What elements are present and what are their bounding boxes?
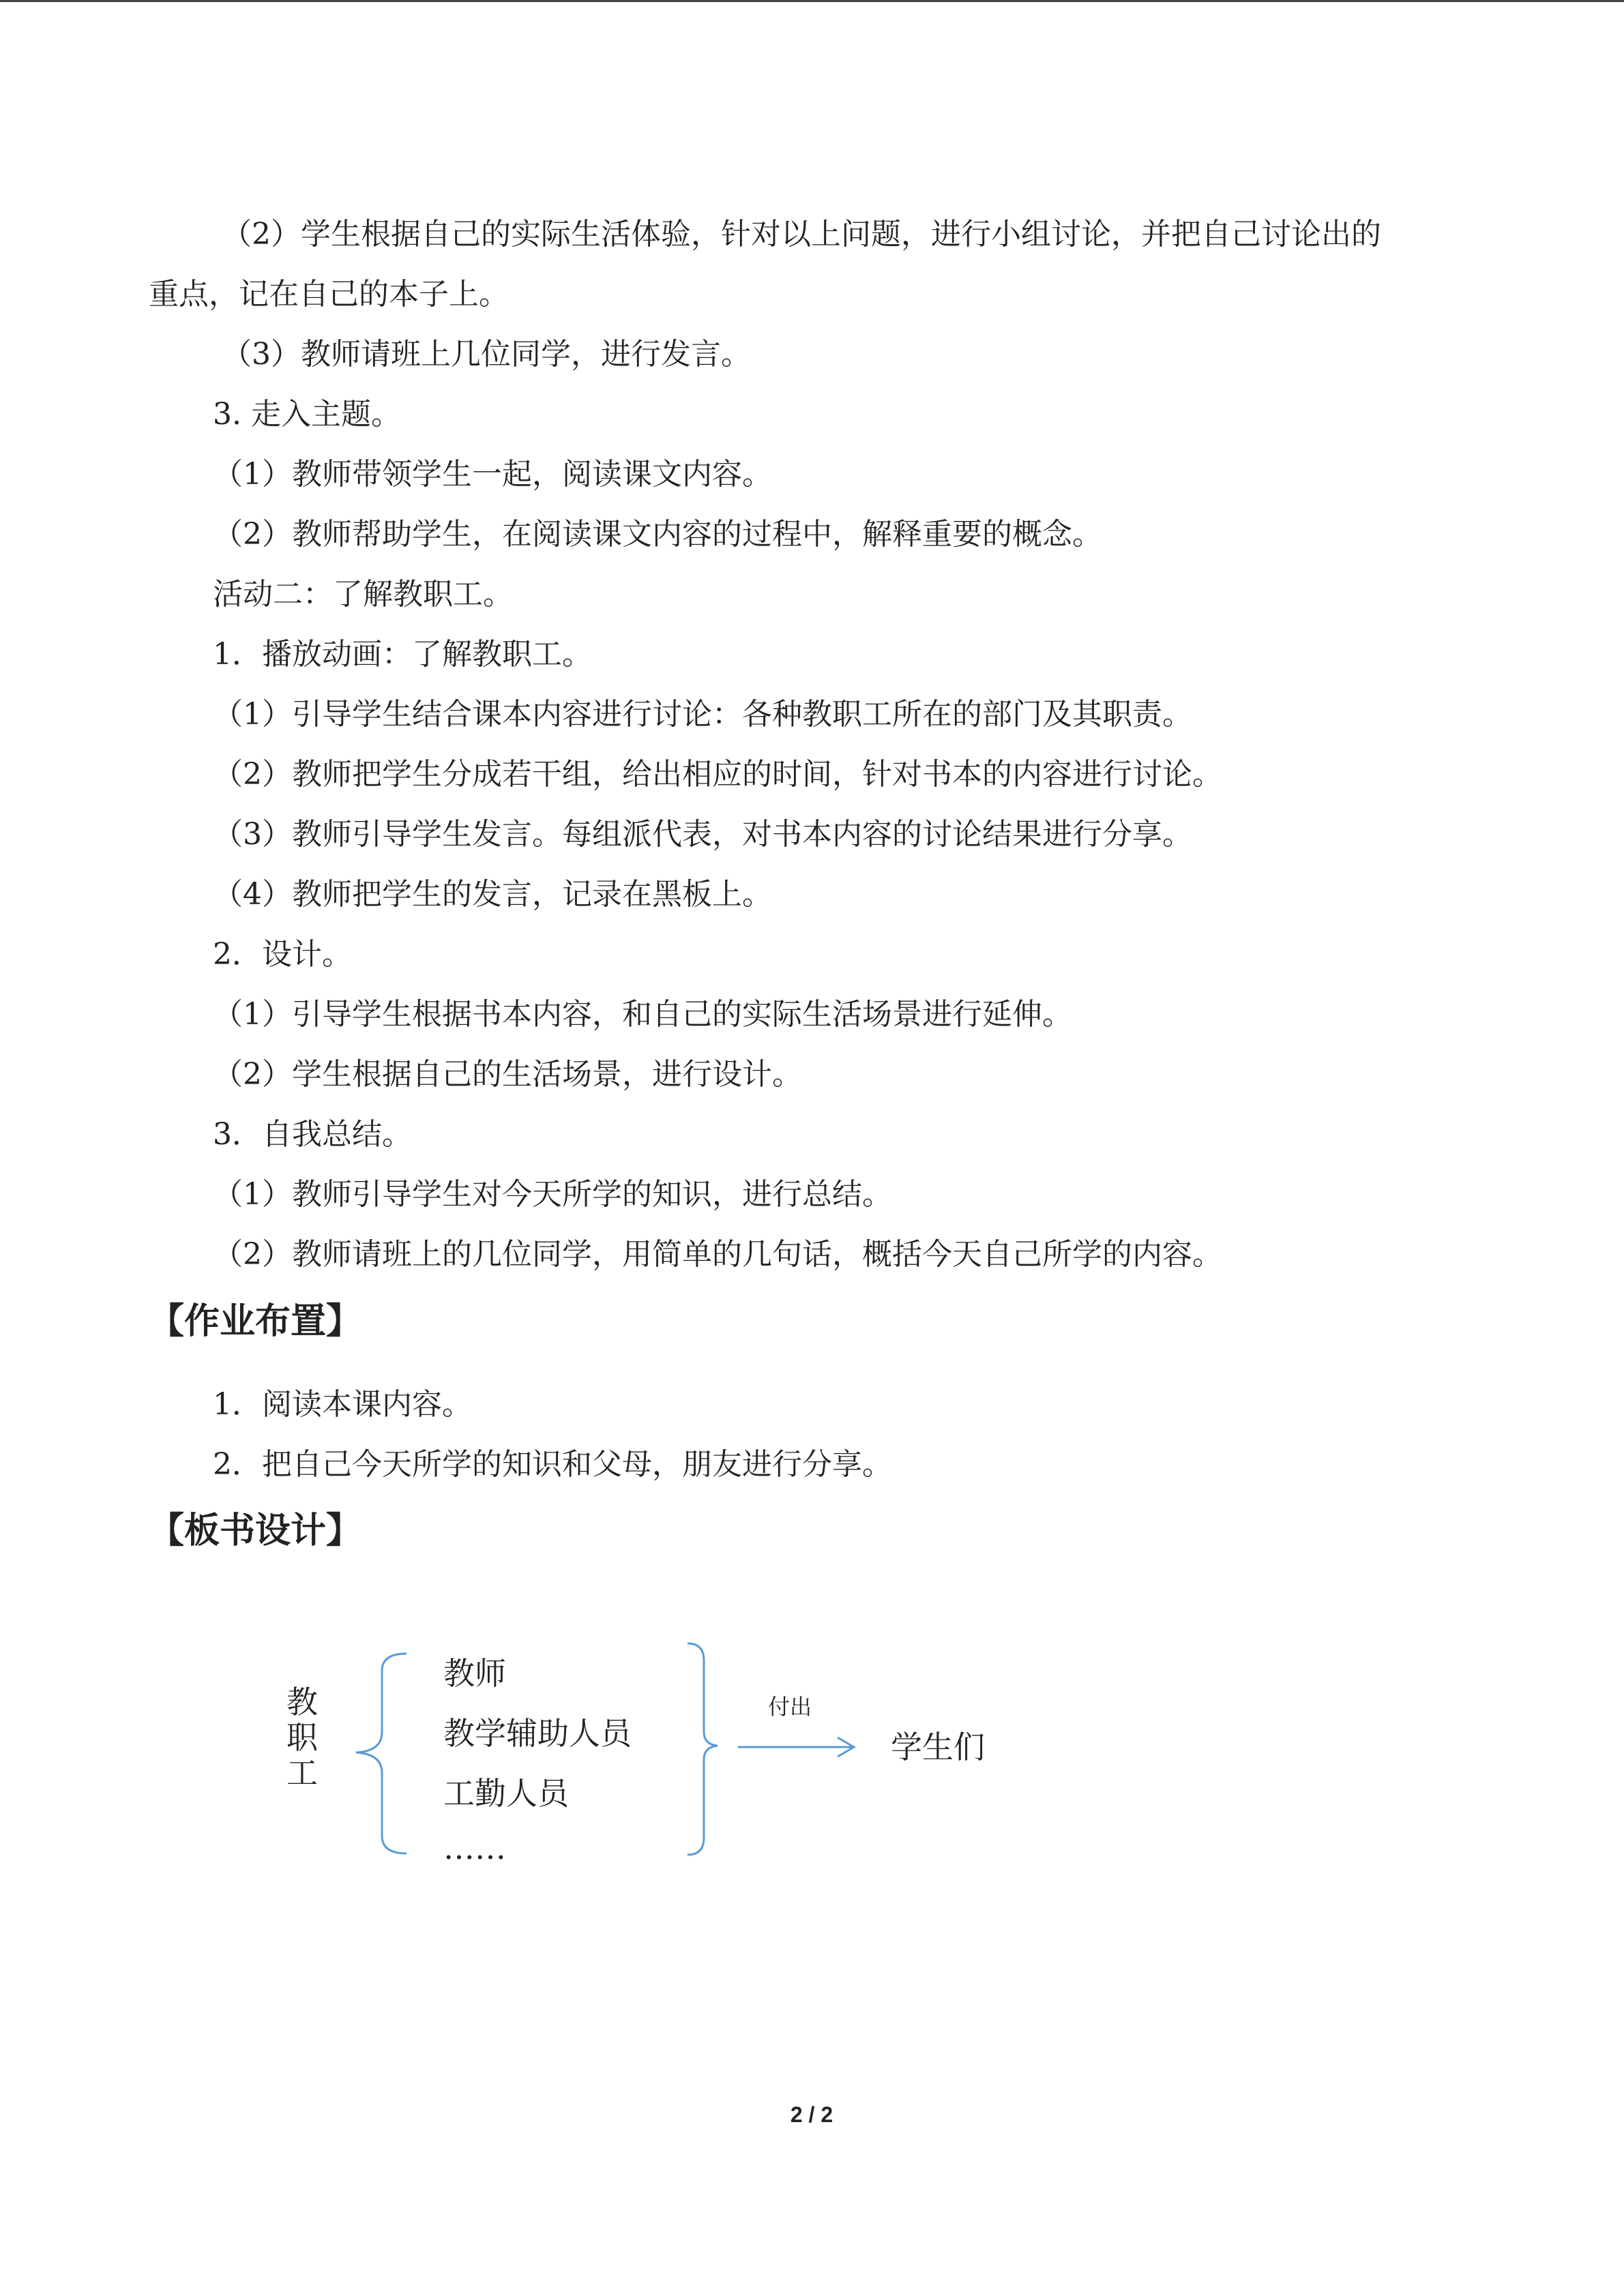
board-item-service: 工勤人员: [443, 1775, 569, 1812]
left-brace-shape: [356, 1654, 407, 1853]
paragraph-18: （2）教师请班上的几位同学，用简单的几句话，概括今天自己所学的内容。: [213, 1237, 1222, 1272]
paragraph-13: 2．设计。: [213, 937, 352, 972]
homework-item-2: 2．把自己今天所学的知识和父母，朋友进行分享。: [213, 1447, 892, 1482]
right-brace-shape: [688, 1643, 718, 1855]
paragraph-16: 3．自我总结。: [213, 1117, 412, 1152]
paragraph-8: 1．播放动画：了解教职工。: [213, 637, 592, 672]
paragraph-10: （2）教师把学生分成若干组，给出相应的时间，针对书本的内容进行讨论。: [213, 757, 1222, 792]
paragraph-11: （3）教师引导学生发言。每组派代表，对书本内容的讨论结果进行分享。: [213, 817, 1192, 852]
paragraph-12: （4）教师把学生的发言，记录在黑板上。: [213, 877, 772, 912]
board-target: 学生们: [891, 1729, 985, 1765]
paragraph-15: （2）学生根据自己的生活场景，进行设计。: [213, 1057, 802, 1092]
board-heading: 【板书设计】: [149, 1510, 362, 1551]
paragraph-9: （1）引导学生结合课本内容进行讨论：各种教职工所在的部门及其职责。: [213, 697, 1192, 732]
board-left-label-char-3: 工: [286, 1755, 318, 1791]
paragraph-4: 3. 走入主题。: [213, 397, 401, 432]
board-left-label-char-1: 教: [286, 1684, 318, 1720]
paragraph-3: （3）教师请班上几位同学，进行发言。: [222, 337, 751, 372]
board-left-label-char-2: 职: [286, 1719, 318, 1756]
board-item-assistant: 教学辅助人员: [443, 1715, 632, 1752]
paragraph-2: 重点，记在自己的本子上。: [149, 277, 509, 312]
board-item-teacher: 教师: [443, 1655, 506, 1692]
paragraph-1: （2）学生根据自己的实际生活体验，针对以上问题，进行小组讨论，并把自己讨论出的: [222, 217, 1381, 252]
paragraph-5: （1）教师带领学生一起，阅读课文内容。: [213, 457, 772, 492]
homework-item-1: 1．阅读本课内容。: [213, 1387, 472, 1422]
paragraph-6: （2）教师帮助学生，在阅读课文内容的过程中，解释重要的概念。: [213, 517, 1102, 552]
paragraph-17: （1）教师引导学生对今天所学的知识，进行总结。: [213, 1177, 892, 1212]
board-item-ellipsis: ……: [443, 1830, 506, 1866]
page-number: 2 / 2: [790, 2102, 833, 2127]
paragraph-7: 活动二：了解教职工。: [213, 577, 513, 612]
homework-heading: 【作业布置】: [149, 1301, 362, 1342]
page-top-border: [0, 0, 1624, 2]
arrow-head: [838, 1738, 854, 1757]
paragraph-14: （1）引导学生根据书本内容，和自己的实际生活场景进行延伸。: [213, 997, 1072, 1032]
arrow-label: 付出: [768, 1694, 812, 1720]
